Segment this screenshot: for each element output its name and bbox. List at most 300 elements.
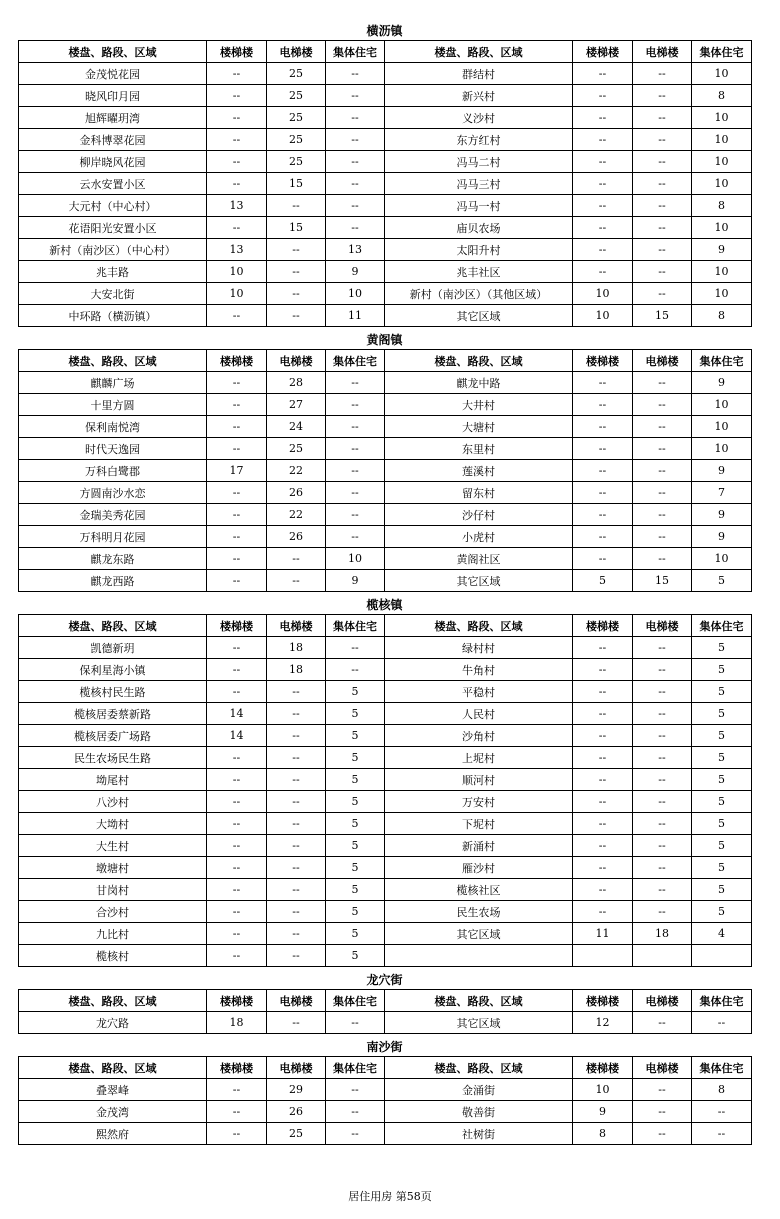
table-cell: -- xyxy=(267,923,326,945)
table-cell: 10 xyxy=(326,548,385,570)
table-cell: -- xyxy=(207,504,267,526)
table-cell: 麒龙西路 xyxy=(19,570,207,592)
table-cell: 沙角村 xyxy=(385,725,573,747)
table-cell: 5 xyxy=(692,791,752,813)
column-header: 楼梯楼 xyxy=(573,41,633,63)
table-cell: -- xyxy=(573,173,633,195)
table-cell: 5 xyxy=(326,703,385,725)
table-cell: 大井村 xyxy=(385,394,573,416)
table-cell: 冯马二村 xyxy=(385,151,573,173)
table-cell xyxy=(573,945,633,967)
section-title: 横沥镇 xyxy=(366,24,403,38)
table-cell: -- xyxy=(692,1101,752,1123)
table-cell: 莲溪村 xyxy=(385,460,573,482)
table-cell: 保利星海小镇 xyxy=(19,659,207,681)
table-cell: 5 xyxy=(692,637,752,659)
table-cell: 龙穴路 xyxy=(19,1012,207,1034)
table-cell: 榄核社区 xyxy=(385,879,573,901)
table-cell: 22 xyxy=(267,460,326,482)
table-cell: -- xyxy=(633,747,692,769)
table-cell: 25 xyxy=(267,1123,326,1145)
table-cell: -- xyxy=(326,1101,385,1123)
table-cell: -- xyxy=(207,372,267,394)
table-cell: -- xyxy=(633,482,692,504)
table-cell: -- xyxy=(267,747,326,769)
column-header: 楼盘、路段、区域 xyxy=(19,615,207,637)
table-cell: -- xyxy=(326,173,385,195)
table-cell: 大塘村 xyxy=(385,416,573,438)
column-header: 楼盘、路段、区域 xyxy=(385,41,573,63)
table-cell: -- xyxy=(633,504,692,526)
table-cell: -- xyxy=(633,217,692,239)
table-cell: 麒麟广场 xyxy=(19,372,207,394)
column-header: 楼梯楼 xyxy=(207,350,267,372)
table-cell: -- xyxy=(633,85,692,107)
table-row xyxy=(19,305,752,327)
table-cell: -- xyxy=(207,879,267,901)
table-row xyxy=(19,945,752,967)
column-header: 电梯楼 xyxy=(633,350,692,372)
table-cell: -- xyxy=(207,151,267,173)
section-title: 黄阁镇 xyxy=(366,333,403,347)
table-cell: 12 xyxy=(573,1012,633,1034)
table-cell: 17 xyxy=(207,460,267,482)
table-cell: 5 xyxy=(573,570,633,592)
table-cell: -- xyxy=(267,548,326,570)
table-cell: -- xyxy=(633,107,692,129)
column-header: 电梯楼 xyxy=(267,41,326,63)
table-cell: -- xyxy=(573,85,633,107)
table-row xyxy=(19,703,752,725)
table-cell: 10 xyxy=(692,129,752,151)
table-row xyxy=(19,504,752,526)
column-header: 集体住宅 xyxy=(326,1057,385,1079)
table-cell: 8 xyxy=(692,1079,752,1101)
column-header: 电梯楼 xyxy=(267,990,326,1012)
table-cell: 群结村 xyxy=(385,63,573,85)
table-cell: -- xyxy=(573,857,633,879)
column-header: 电梯楼 xyxy=(633,1057,692,1079)
table-cell: -- xyxy=(326,526,385,548)
column-header: 电梯楼 xyxy=(267,615,326,637)
table-cell: -- xyxy=(633,460,692,482)
table-cell: 雁沙村 xyxy=(385,857,573,879)
table-cell: 兆丰社区 xyxy=(385,261,573,283)
table-cell: -- xyxy=(207,438,267,460)
table-cell: 社树街 xyxy=(385,1123,573,1145)
table-cell: 中环路（横沥镇） xyxy=(19,305,207,327)
table-cell: -- xyxy=(573,681,633,703)
table-cell: -- xyxy=(326,195,385,217)
table-cell: 榄核居委广场路 xyxy=(19,725,207,747)
table-cell: 5 xyxy=(692,835,752,857)
table-cell: -- xyxy=(633,151,692,173)
table-cell: -- xyxy=(207,394,267,416)
table-row xyxy=(19,923,752,945)
housing-table xyxy=(18,40,752,327)
column-header: 电梯楼 xyxy=(633,41,692,63)
table-cell: -- xyxy=(573,747,633,769)
table-cell: 人民村 xyxy=(385,703,573,725)
table-cell: -- xyxy=(573,372,633,394)
table-cell: -- xyxy=(633,1079,692,1101)
table-cell: -- xyxy=(326,460,385,482)
table-cell: -- xyxy=(633,195,692,217)
table-cell: 金茂湾 xyxy=(19,1101,207,1123)
table-cell: 十里方圆 xyxy=(19,394,207,416)
table-cell xyxy=(692,945,752,967)
table-cell: 5 xyxy=(326,945,385,967)
table-cell: -- xyxy=(633,173,692,195)
table-cell: -- xyxy=(207,416,267,438)
table-cell: 黄阁社区 xyxy=(385,548,573,570)
table-cell: 8 xyxy=(692,305,752,327)
table-cell: 9 xyxy=(573,1101,633,1123)
table-row xyxy=(19,85,752,107)
column-header: 楼盘、路段、区域 xyxy=(19,350,207,372)
table-cell: -- xyxy=(573,901,633,923)
table-cell: -- xyxy=(267,703,326,725)
table-cell: -- xyxy=(207,85,267,107)
table-cell: 敬善街 xyxy=(385,1101,573,1123)
table-cell: 15 xyxy=(267,217,326,239)
table-cell: -- xyxy=(573,659,633,681)
table-cell: -- xyxy=(633,548,692,570)
housing-table xyxy=(18,614,752,967)
table-cell: -- xyxy=(573,703,633,725)
table-cell: -- xyxy=(207,129,267,151)
table-cell: -- xyxy=(326,1123,385,1145)
column-header: 集体住宅 xyxy=(326,990,385,1012)
table-cell: 5 xyxy=(326,747,385,769)
table-cell: 10 xyxy=(692,173,752,195)
column-header: 楼盘、路段、区域 xyxy=(19,990,207,1012)
table-cell: -- xyxy=(573,526,633,548)
table-cell: 25 xyxy=(267,129,326,151)
table-cell: -- xyxy=(573,548,633,570)
column-header: 楼盘、路段、区域 xyxy=(385,350,573,372)
table-row xyxy=(19,173,752,195)
table-cell: -- xyxy=(207,1079,267,1101)
table-cell: 金科博翠花园 xyxy=(19,129,207,151)
table-cell: 18 xyxy=(633,923,692,945)
table-cell: -- xyxy=(633,283,692,305)
table-row xyxy=(19,725,752,747)
table-cell: -- xyxy=(267,261,326,283)
table-cell: 坳尾村 xyxy=(19,769,207,791)
table-cell: 5 xyxy=(692,725,752,747)
table-cell: 10 xyxy=(692,63,752,85)
table-cell: 新兴村 xyxy=(385,85,573,107)
table-row xyxy=(19,681,752,703)
column-header: 楼盘、路段、区域 xyxy=(385,615,573,637)
table-cell: -- xyxy=(207,63,267,85)
table-cell: -- xyxy=(326,637,385,659)
table-cell: -- xyxy=(207,857,267,879)
table-cell: 金涌街 xyxy=(385,1079,573,1101)
table-cell: -- xyxy=(573,63,633,85)
table-cell: -- xyxy=(207,1123,267,1145)
table-cell: 榄核村民生路 xyxy=(19,681,207,703)
table-cell: -- xyxy=(633,1123,692,1145)
table-cell: -- xyxy=(692,1123,752,1145)
table-cell: 万科白鹭郡 xyxy=(19,460,207,482)
table-cell: -- xyxy=(633,901,692,923)
table-cell: -- xyxy=(267,813,326,835)
table-cell: -- xyxy=(207,526,267,548)
table-row xyxy=(19,129,752,151)
column-header: 集体住宅 xyxy=(692,41,752,63)
column-header: 楼盘、路段、区域 xyxy=(19,1057,207,1079)
table-cell: -- xyxy=(633,637,692,659)
table-cell: 上坭村 xyxy=(385,747,573,769)
table-cell: -- xyxy=(267,857,326,879)
table-cell: -- xyxy=(267,305,326,327)
table-cell: -- xyxy=(573,504,633,526)
column-header: 集体住宅 xyxy=(692,990,752,1012)
table-cell: 5 xyxy=(692,901,752,923)
table-cell: -- xyxy=(207,570,267,592)
table-cell: -- xyxy=(573,813,633,835)
table-cell: -- xyxy=(267,283,326,305)
table-cell: -- xyxy=(633,681,692,703)
table-cell: 榄核居委蔡新路 xyxy=(19,703,207,725)
table-cell: -- xyxy=(267,1012,326,1034)
table-cell: -- xyxy=(207,173,267,195)
table-cell: -- xyxy=(207,305,267,327)
table-cell: 28 xyxy=(267,372,326,394)
column-header: 电梯楼 xyxy=(633,990,692,1012)
table-cell: 小虎村 xyxy=(385,526,573,548)
table-cell: 18 xyxy=(267,659,326,681)
section-title: 南沙街 xyxy=(366,1040,403,1054)
table-row xyxy=(19,570,752,592)
table-cell: 新村（南沙区）（其他区域） xyxy=(385,283,573,305)
table-row xyxy=(19,747,752,769)
table-row xyxy=(19,239,752,261)
table-cell: -- xyxy=(326,151,385,173)
table-cell: 13 xyxy=(326,239,385,261)
table-cell: -- xyxy=(207,791,267,813)
housing-table xyxy=(18,1056,752,1145)
table-cell: 9 xyxy=(326,570,385,592)
table-cell: -- xyxy=(633,879,692,901)
table-row xyxy=(19,1101,752,1123)
table-cell: 10 xyxy=(692,261,752,283)
table-cell: -- xyxy=(633,835,692,857)
column-header: 楼盘、路段、区域 xyxy=(385,990,573,1012)
table-row xyxy=(19,791,752,813)
table-cell: -- xyxy=(633,1101,692,1123)
table-cell: 26 xyxy=(267,526,326,548)
table-cell: 9 xyxy=(692,526,752,548)
table-cell: 兆丰路 xyxy=(19,261,207,283)
table-cell: -- xyxy=(573,637,633,659)
table-cell: 11 xyxy=(573,923,633,945)
column-header: 楼盘、路段、区域 xyxy=(385,1057,573,1079)
section-title: 榄核镇 xyxy=(366,598,403,612)
table-cell: -- xyxy=(207,637,267,659)
table-cell: 22 xyxy=(267,504,326,526)
table-cell: -- xyxy=(207,747,267,769)
table-cell: 8 xyxy=(692,85,752,107)
table-cell: -- xyxy=(207,659,267,681)
table-cell: 5 xyxy=(326,813,385,835)
table-cell: -- xyxy=(326,394,385,416)
table-cell: 万科明月花园 xyxy=(19,526,207,548)
table-cell: 顺河村 xyxy=(385,769,573,791)
table-cell: 13 xyxy=(207,195,267,217)
table-row xyxy=(19,394,752,416)
table-cell: 9 xyxy=(692,372,752,394)
table-cell: 13 xyxy=(207,239,267,261)
table-row xyxy=(19,1123,752,1145)
table-cell: -- xyxy=(573,394,633,416)
table-cell: 榄核村 xyxy=(19,945,207,967)
table-cell: 10 xyxy=(573,305,633,327)
table-row xyxy=(19,482,752,504)
table-cell: 金茂悦花园 xyxy=(19,63,207,85)
table-cell: 晓风印月园 xyxy=(19,85,207,107)
table-cell: -- xyxy=(573,151,633,173)
table-cell: 新涌村 xyxy=(385,835,573,857)
table-cell: 5 xyxy=(692,879,752,901)
table-cell: -- xyxy=(267,570,326,592)
table-cell: 5 xyxy=(692,681,752,703)
table-cell: 其它区域 xyxy=(385,923,573,945)
table-cell: 25 xyxy=(267,438,326,460)
table-cell: 9 xyxy=(692,504,752,526)
table-cell: -- xyxy=(633,63,692,85)
table-cell: -- xyxy=(207,548,267,570)
table-cell: 14 xyxy=(207,725,267,747)
table-row xyxy=(19,63,752,85)
table-header-row xyxy=(19,1057,752,1079)
table-cell: -- xyxy=(633,725,692,747)
table-cell: 9 xyxy=(326,261,385,283)
table-cell xyxy=(385,945,573,967)
table-row xyxy=(19,217,752,239)
table-cell: 九比村 xyxy=(19,923,207,945)
table-cell: -- xyxy=(633,438,692,460)
table-cell: -- xyxy=(207,681,267,703)
table-cell: 26 xyxy=(267,482,326,504)
table-cell: 15 xyxy=(267,173,326,195)
column-header: 楼梯楼 xyxy=(573,1057,633,1079)
housing-table xyxy=(18,349,752,592)
table-cell: 25 xyxy=(267,85,326,107)
table-cell: -- xyxy=(633,372,692,394)
table-cell: 18 xyxy=(267,637,326,659)
table-cell: 9 xyxy=(692,239,752,261)
table-row xyxy=(19,438,752,460)
table-cell: -- xyxy=(573,791,633,813)
table-cell: 25 xyxy=(267,63,326,85)
table-cell: -- xyxy=(633,857,692,879)
table-cell: 义沙村 xyxy=(385,107,573,129)
table-cell: -- xyxy=(326,1012,385,1034)
table-cell: -- xyxy=(207,835,267,857)
table-row xyxy=(19,1012,752,1034)
table-cell: 保利南悦湾 xyxy=(19,416,207,438)
table-cell: -- xyxy=(326,504,385,526)
table-cell: 太阳升村 xyxy=(385,239,573,261)
table-row xyxy=(19,151,752,173)
table-cell: -- xyxy=(633,394,692,416)
column-header: 集体住宅 xyxy=(326,615,385,637)
table-cell: -- xyxy=(573,195,633,217)
table-cell: 10 xyxy=(573,1079,633,1101)
table-cell: -- xyxy=(207,923,267,945)
table-cell: -- xyxy=(573,239,633,261)
table-cell: -- xyxy=(573,460,633,482)
table-row xyxy=(19,857,752,879)
table-cell: 11 xyxy=(326,305,385,327)
table-cell: -- xyxy=(326,659,385,681)
table-cell: 5 xyxy=(326,835,385,857)
column-header: 楼梯楼 xyxy=(207,1057,267,1079)
table-cell: 18 xyxy=(207,1012,267,1034)
table-cell: -- xyxy=(267,195,326,217)
table-cell: 合沙村 xyxy=(19,901,207,923)
table-cell: -- xyxy=(207,769,267,791)
table-cell: 大安北街 xyxy=(19,283,207,305)
table-cell: 叠翠峰 xyxy=(19,1079,207,1101)
table-cell: -- xyxy=(573,217,633,239)
table-row xyxy=(19,261,752,283)
table-row xyxy=(19,460,752,482)
table-cell: -- xyxy=(267,901,326,923)
table-cell: 民生农场民生路 xyxy=(19,747,207,769)
table-row xyxy=(19,1079,752,1101)
table-cell: 25 xyxy=(267,151,326,173)
column-header: 楼梯楼 xyxy=(207,615,267,637)
column-header: 集体住宅 xyxy=(692,350,752,372)
table-row xyxy=(19,659,752,681)
table-cell: 4 xyxy=(692,923,752,945)
column-header: 电梯楼 xyxy=(267,1057,326,1079)
table-cell: -- xyxy=(633,261,692,283)
table-row xyxy=(19,901,752,923)
table-cell: -- xyxy=(207,482,267,504)
table-cell: 方圆南沙水恋 xyxy=(19,482,207,504)
table-row xyxy=(19,879,752,901)
table-cell: 新村（南沙区）（中心村） xyxy=(19,239,207,261)
table-cell: -- xyxy=(326,372,385,394)
table-cell: -- xyxy=(573,438,633,460)
table-cell: 5 xyxy=(692,703,752,725)
table-cell: -- xyxy=(633,769,692,791)
column-header: 集体住宅 xyxy=(692,615,752,637)
table-cell: 其它区域 xyxy=(385,305,573,327)
table-cell: -- xyxy=(207,107,267,129)
table-cell: -- xyxy=(573,725,633,747)
table-cell: -- xyxy=(573,769,633,791)
table-cell: -- xyxy=(573,129,633,151)
table-row xyxy=(19,283,752,305)
table-cell: -- xyxy=(573,879,633,901)
table-cell: 10 xyxy=(692,394,752,416)
table-cell: -- xyxy=(207,1101,267,1123)
column-header: 电梯楼 xyxy=(267,350,326,372)
table-cell: -- xyxy=(207,217,267,239)
table-cell: 10 xyxy=(692,217,752,239)
table-cell: -- xyxy=(207,813,267,835)
column-header: 楼盘、路段、区域 xyxy=(19,41,207,63)
table-cell: -- xyxy=(267,945,326,967)
table-cell: 时代天逸园 xyxy=(19,438,207,460)
table-cell: 10 xyxy=(573,283,633,305)
